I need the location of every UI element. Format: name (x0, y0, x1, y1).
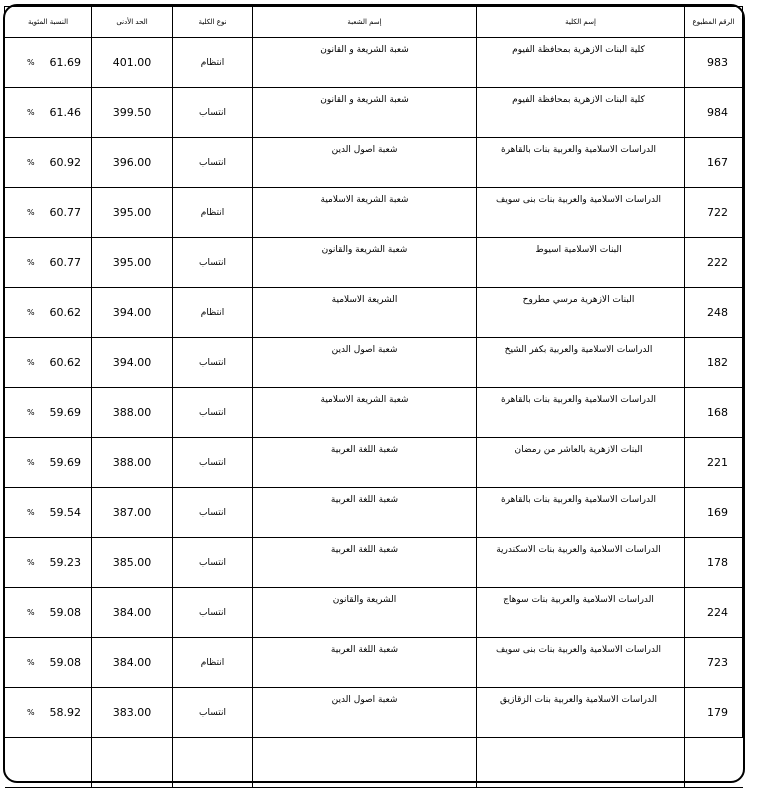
header-type: نوع الكلية (173, 7, 253, 38)
type-cell: انتظام (173, 288, 253, 338)
percent-value: 60.62 (49, 306, 81, 319)
college-cell: الدراسات الاسلامية والعربية بنات الزقازيق (477, 688, 685, 738)
table-row (5, 188, 743, 238)
code-cell: 722 (685, 188, 743, 238)
division-cell: شعبة اصول الدين (253, 688, 477, 738)
percent-cell (5, 688, 92, 738)
percent-value: 60.92 (49, 156, 81, 169)
college-cell: الدراسات الاسلامية والعربية بنات بنى سويف (477, 638, 685, 688)
header-row (5, 7, 743, 38)
percent-value: 60.62 (49, 356, 81, 369)
code-cell: 182 (685, 338, 743, 388)
college-cell: كلية البنات الازهرية بمحافظة الفيوم (477, 38, 685, 88)
percent-sign: % (27, 58, 35, 67)
header-college: إسم الكلية (477, 7, 685, 38)
min-score-cell: 395.00 (92, 188, 173, 238)
division-cell: شعبة اصول الدين (253, 338, 477, 388)
type-cell: انتساب (173, 238, 253, 288)
percent-value: 58.92 (49, 706, 81, 719)
percent-sign: % (27, 608, 35, 617)
division-cell: شعبة الشريعة الاسلامية (253, 188, 477, 238)
division-cell: شعبة الشريعة الاسلامية (253, 388, 477, 438)
code-cell: 984 (685, 88, 743, 138)
college-cell: البنات الاسلامية اسيوط (477, 238, 685, 288)
table-row (5, 538, 743, 588)
code-cell: 723 (685, 638, 743, 688)
table-row (5, 138, 743, 188)
percent-value: 59.08 (49, 606, 81, 619)
code-cell: 179 (685, 688, 743, 738)
table-row (5, 588, 743, 638)
table-tail (5, 738, 743, 788)
division-cell: شعبة اللغة العربية (253, 638, 477, 688)
type-cell: انتساب (173, 688, 253, 738)
college-cell: الدراسات الاسلامية والعربية بنات بنى سويف (477, 188, 685, 238)
percent-sign: % (27, 108, 35, 117)
header-division: إسم الشعبة (253, 7, 477, 38)
min-score-cell: 395.00 (92, 238, 173, 288)
percent-sign: % (27, 258, 35, 267)
table-row (5, 338, 743, 388)
type-cell: انتساب (173, 488, 253, 538)
percent-cell (5, 488, 92, 538)
table-row (5, 38, 743, 88)
percent-cell (5, 188, 92, 238)
college-cell: الدراسات الاسلامية والعربية بنات سوهاج (477, 588, 685, 638)
college-cell: الدراسات الاسلامية والعربية بنات بالقاهرة (477, 488, 685, 538)
min-score-cell: 396.00 (92, 138, 173, 188)
percent-value: 59.23 (49, 556, 81, 569)
percent-value: 61.69 (49, 56, 81, 69)
min-score-cell: 394.00 (92, 288, 173, 338)
code-cell: 222 (685, 238, 743, 288)
college-cell: الدراسات الاسلامية والعربية بنات الاسكندرية (477, 538, 685, 588)
table-row (5, 488, 743, 538)
type-cell: انتساب (173, 588, 253, 638)
type-cell: انتساب (173, 388, 253, 438)
type-cell: انتساب (173, 438, 253, 488)
college-cell: الدراسات الاسلامية والعربية بنات بالقاهرة (477, 138, 685, 188)
type-cell: انتظام (173, 638, 253, 688)
min-score-cell: 394.00 (92, 338, 173, 388)
percent-value: 59.69 (49, 456, 81, 469)
min-score-cell: 384.00 (92, 588, 173, 638)
percent-cell (5, 288, 92, 338)
min-score-cell: 399.50 (92, 88, 173, 138)
percent-cell (5, 238, 92, 288)
code-cell: 168 (685, 388, 743, 438)
college-cell: الدراسات الاسلامية والعربية بكفر الشيخ (477, 338, 685, 388)
table-row (5, 238, 743, 288)
percent-value: 60.77 (49, 256, 81, 269)
percent-sign: % (27, 158, 35, 167)
percent-cell (5, 138, 92, 188)
percent-value: 59.69 (49, 406, 81, 419)
code-cell: 178 (685, 538, 743, 588)
percent-cell (5, 588, 92, 638)
code-cell: 167 (685, 138, 743, 188)
percent-cell (5, 388, 92, 438)
header-percent: النسبة المئوية (5, 7, 92, 38)
min-score-cell: 383.00 (92, 688, 173, 738)
percent-sign: % (27, 708, 35, 717)
header-code: الرقم المطبوع (685, 7, 743, 38)
division-cell: شعبة اللغة العربية (253, 488, 477, 538)
type-cell: انتظام (173, 38, 253, 88)
division-cell: شعبة الشريعة والقانون (253, 238, 477, 288)
percent-cell (5, 38, 92, 88)
percent-cell (5, 338, 92, 388)
min-score-cell: 388.00 (92, 388, 173, 438)
code-cell: 248 (685, 288, 743, 338)
min-score-cell: 384.00 (92, 638, 173, 688)
code-cell: 221 (685, 438, 743, 488)
division-cell: الشريعة والقانون (253, 588, 477, 638)
type-cell: انتظام (173, 188, 253, 238)
code-cell: 224 (685, 588, 743, 638)
percent-cell (5, 538, 92, 588)
type-cell: انتساب (173, 138, 253, 188)
percent-sign: % (27, 208, 35, 217)
division-cell: شعبة اللغة العربية (253, 538, 477, 588)
division-cell: شعبة الشريعة و القانون (253, 88, 477, 138)
type-cell: انتساب (173, 88, 253, 138)
min-score-cell: 385.00 (92, 538, 173, 588)
code-cell: 983 (685, 38, 743, 88)
table-row (5, 638, 743, 688)
percent-value: 59.54 (49, 506, 81, 519)
college-cell: البنات الازهرية بالعاشر من رمضان (477, 438, 685, 488)
percent-sign: % (27, 658, 35, 667)
table-row (5, 88, 743, 138)
table-row (5, 288, 743, 338)
percent-sign: % (27, 408, 35, 417)
percent-sign: % (27, 308, 35, 317)
division-cell: شعبة الشريعة و القانون (253, 38, 477, 88)
header-min-score: الحد الأدنى (92, 7, 173, 38)
division-cell: شعبة اللغة العربية (253, 438, 477, 488)
admissions-table (4, 6, 743, 788)
min-score-cell: 387.00 (92, 488, 173, 538)
type-cell: انتساب (173, 338, 253, 388)
percent-sign: % (27, 558, 35, 567)
college-cell: كلية البنات الازهرية بمحافظة الفيوم (477, 88, 685, 138)
college-cell: الدراسات الاسلامية والعربية بنات بالقاهرة (477, 388, 685, 438)
type-cell: انتساب (173, 538, 253, 588)
table-body (5, 38, 743, 788)
code-cell: 169 (685, 488, 743, 538)
percent-value: 61.46 (49, 106, 81, 119)
percent-cell (5, 638, 92, 688)
percent-cell (5, 88, 92, 138)
table-row (5, 688, 743, 738)
percent-value: 60.77 (49, 206, 81, 219)
percent-value: 59.08 (49, 656, 81, 669)
college-cell: البنات الازهرية مرسي مطروح (477, 288, 685, 338)
percent-sign: % (27, 358, 35, 367)
division-cell: شعبة اصول الدين (253, 138, 477, 188)
table-row (5, 388, 743, 438)
min-score-cell: 401.00 (92, 38, 173, 88)
percent-sign: % (27, 508, 35, 517)
percent-cell (5, 438, 92, 488)
table-row (5, 438, 743, 488)
percent-sign: % (27, 458, 35, 467)
min-score-cell: 388.00 (92, 438, 173, 488)
division-cell: الشريعة الاسلامية (253, 288, 477, 338)
